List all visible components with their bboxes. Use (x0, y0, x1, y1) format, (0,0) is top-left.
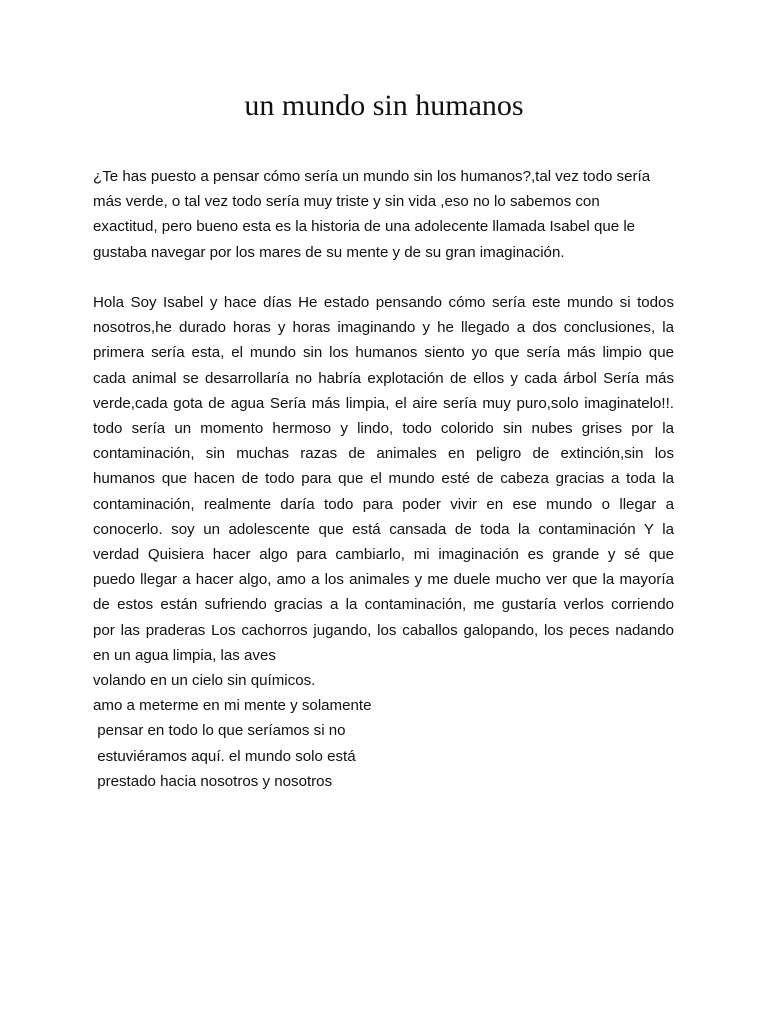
story-line: de estos están sufriendo gracias a la contaminación, me gustaría verlos corriendo (93, 596, 674, 614)
story-line: verdad Quisiera hacer algo para cambiarlo, mi imaginación es grande y sé que (93, 546, 674, 564)
document-title: un mundo sin humanos (244, 89, 524, 122)
story-paragraph (93, 290, 674, 794)
intro-line: gustaba navegar por los mares de su mente y de su gran imaginación. (93, 243, 565, 261)
intro-line: más verde, o tal vez todo sería muy triste y sin vida ,eso no lo sabemos con (93, 193, 600, 211)
story-line: primera sería esta, el mundo sin los humanos siento yo que sería más limpio que (93, 344, 674, 362)
story-line: por las praderas Los cachorros jugando, los caballos galopando, los peces nadando (93, 621, 674, 639)
story-line: amo a meterme en mi mente y solamente (93, 697, 372, 715)
story-line: cada animal se desarrollaría no habría explotación de ellos y cada árbol Sería más (93, 369, 674, 387)
story-line: pensar en todo lo que seríamos si no (93, 722, 346, 740)
story-line: estuviéramos aquí. el mundo solo está (93, 747, 356, 765)
intro-line: ¿Te has puesto a pensar cómo sería un mundo sin los humanos?,tal vez todo sería (93, 168, 651, 185)
story-line: prestado hacia nosotros y nosotros (93, 772, 333, 790)
story-line: contaminación, sin muchas razas de animales en peligro de extinción,sin los (93, 445, 674, 463)
story-line: conocerlo. soy un adolescente que está cansada de toda la contaminación Y la (93, 520, 674, 538)
story-line: humanos que hacen de todo para que el mundo esté de cabeza gracias a toda la (93, 470, 674, 488)
story-line: verde,cada gota de agua Sería más limpia, el aire sería muy puro,solo imaginatelo!!. (93, 394, 674, 412)
story-line: todo sería un momento hermoso y lindo, todo colorido sin nubes grises por la (93, 420, 674, 438)
story-line: contaminación, realmente daría todo para poder vivir en ese mundo o llegar a (93, 495, 674, 513)
intro-paragraph (93, 164, 673, 265)
story-line: en un agua limpia, las aves (93, 646, 276, 664)
story-line: puedo llegar a hacer algo, amo a los animales y me duele mucho ver que la mayoría (93, 571, 674, 589)
story-line: Hola Soy Isabel y hace días He estado pensando cómo sería este mundo si todos (93, 294, 674, 311)
story-line: nosotros,he durado horas y horas imaginando y he llegado a dos conclusiones, la (93, 319, 674, 337)
story-line: volando en un cielo sin químicos. (93, 672, 316, 690)
intro-line: exactitud, pero bueno esta es la historia de una adolecente llamada Isabel que le (93, 218, 636, 236)
